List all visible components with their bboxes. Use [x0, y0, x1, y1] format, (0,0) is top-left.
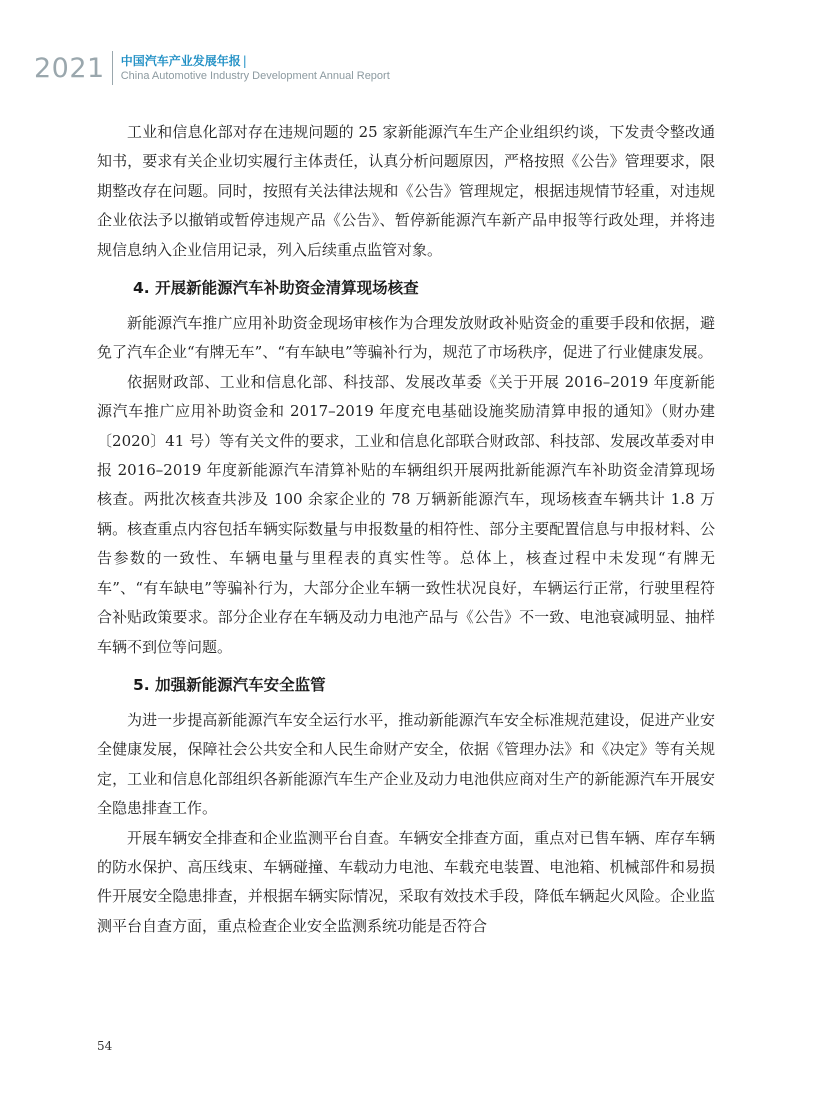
header-title-cn: [121, 53, 390, 69]
section-heading-5: 5. 加强新能源汽车安全监管: [133, 675, 326, 694]
header-divider: [112, 51, 113, 85]
section-heading-4: 4. 开展新能源汽车补助资金清算现场核查: [133, 279, 419, 298]
page-body: [97, 118, 715, 941]
header-title-bar: |: [242, 54, 247, 68]
running-header: [34, 46, 390, 90]
header-title-en: China Automotive Industry Development Annual Report: [120, 70, 390, 82]
paragraph-subsidy-audit-intro: 新能源汽车推广应用补助资金现场审核作为合理发放财政补贴资金的重要手段和依据，避免了汽车企业“有牌无车”、“有车缺电”等骗补行为，规范了市场秩序，促进了行业健康发展。: [97, 314, 715, 362]
paragraph-subsidy-audit-detail: 依据财政部、工业和信息化部、科技部、发展改革委《关于开展 2016–2019 年度新能源汽车推广应用补助资金和 2017–2019 年度充电基础设施奖励清算申报的通知》（财办建〔2020〕41 号）等有关文件的要求，工业和信息化部联合财政部、科技部、发展改革委对申报 2016–2019 年度新能源汽车清算补贴的车辆组织开展两批新能源汽车补助资金清算现场核查。两批次核查共涉及 100 余家企业的 78 万辆新能源汽车，现场核查车辆共计 1.8 万辆。核查重点内容包括车辆实际数量与申报数量的相符性、部分主要配置信息与申报材料、公告参数的一致性、车辆电量与里程表的真实性等。总体上，核查过程中未发现“有牌无车”、“有车缺电”等骗补行为，大部分企业车辆一致性状况良好，车辆运行正常，行驶里程符合补贴政策要求。部分企业存在车辆及动力电池产品与《公告》不一致、电池衰减明显、抽样车辆不到位等问题。: [97, 372, 715, 656]
paragraph-enforcement: 工业和信息化部对存在违规问题的 25 家新能源汽车生产企业组织约谈，下发责令整改通知书，要求有关企业切实履行主体责任，认真分析问题原因，严格按照《公告》管理要求，限期整改存在问题。同时，按照有关法律法规和《公告》管理规定，根据违规情节轻重，对违规企业依法予以撤销或暂停违规产品《公告》、暂停新能源汽车新产品申报等行政处理，并将违规信息纳入企业信用记录，列入后续重点监管对象。: [97, 123, 715, 259]
paragraph-safety-intro: 为进一步提高新能源汽车安全运行水平，推动新能源汽车安全标准规范建设，促进产业安全健康发展，保障社会公共安全和人民生命财产安全，依据《管理办法》和《决定》等有关规定，工业和信息化部组织各新能源汽车生产企业及动力电池供应商对生产的新能源汽车开展安全隐患排查工作。: [97, 710, 715, 818]
paragraph-safety-inspection: 开展车辆安全排查和企业监测平台自查。车辆安全排查方面，重点对已售车辆、库存车辆的防水保护、高压线束、车辆碰撞、车载动力电池、车载充电装置、电池箱、机械部件和易损件开展安全隐患排查，并根据车辆实际情况，采取有效技术手段，降低车辆起火风险。企业监测平台自查方面，重点检查企业安全监测系统功能是否符合: [97, 828, 715, 935]
header-year: 2021: [34, 52, 105, 84]
header-titles: [121, 53, 390, 83]
page-number: 54: [97, 1039, 113, 1053]
header-title-cn-text: 中国汽车产业发展年报: [120, 54, 241, 68]
